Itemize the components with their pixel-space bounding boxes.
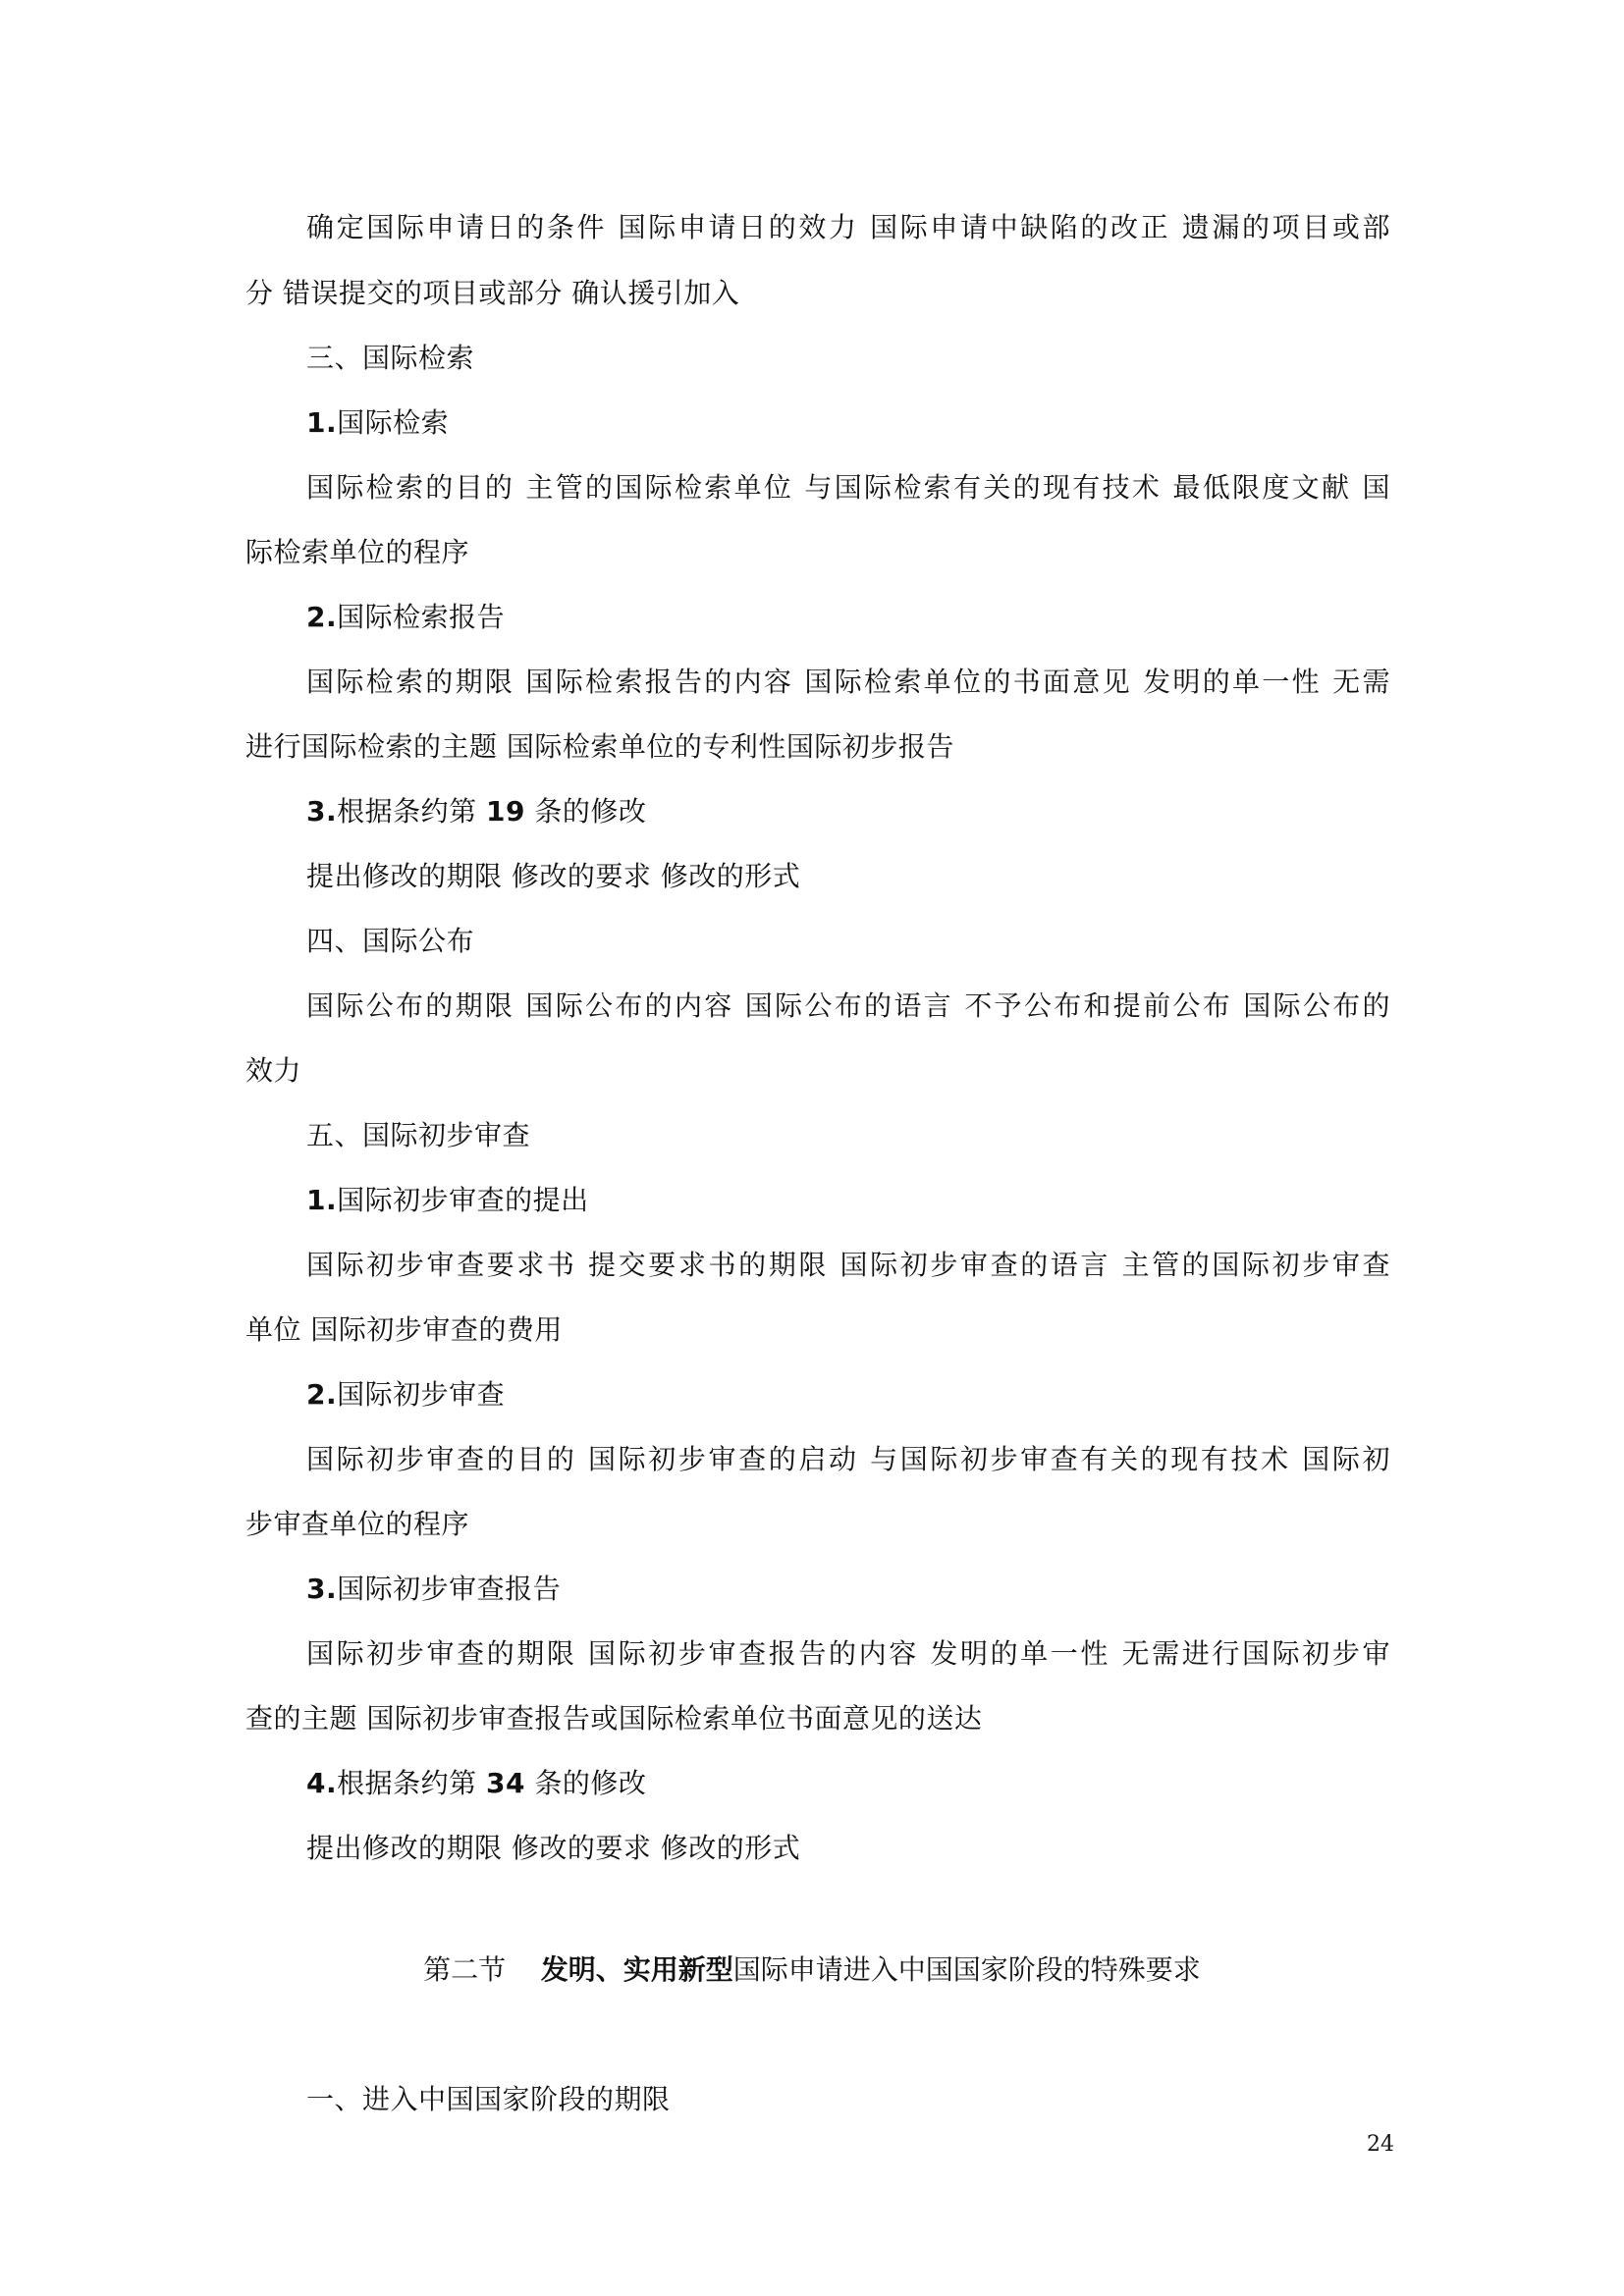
- subheading: [306, 405, 449, 441]
- body-line: 国际初步审查的目的 国际初步审查的启动 与国际初步审查有关的现有技术 国际初: [306, 1443, 1390, 1475]
- subheading-text: 条的修改: [525, 1767, 647, 1799]
- subheading-text: 国际检索报告: [337, 601, 506, 633]
- subheading-text: 国际初步审查: [337, 1378, 506, 1411]
- subheading: [306, 600, 505, 635]
- section-prefix: 第二节: [423, 1953, 541, 1986]
- subheading-text: 条的修改: [525, 795, 647, 828]
- subheading-number: 2.: [306, 601, 338, 633]
- body-line: 分 错误提交的项目或部分 确认援引加入: [245, 277, 740, 309]
- subheading-number: 1.: [306, 1184, 338, 1216]
- subheading-text: 根据条约第: [337, 795, 487, 828]
- chapter-heading: 三、国际检索: [306, 342, 475, 374]
- article-number: 34: [486, 1767, 525, 1799]
- body-line: 国际检索的目的 主管的国际检索单位 与国际检索有关的现有技术 最低限度文献 国: [306, 471, 1390, 504]
- body-line: 步审查单位的程序: [245, 1508, 470, 1540]
- body-line: 国际检索的期限 国际检索报告的内容 国际检索单位的书面意见 发明的单一性 无需: [306, 666, 1390, 698]
- body-line: 确定国际申请日的条件 国际申请日的效力 国际申请中缺陷的改正 遗漏的项目或部: [306, 211, 1390, 243]
- chapter-heading: 五、国际初步审查: [306, 1119, 531, 1151]
- body-line: 国际公布的期限 国际公布的内容 国际公布的语言 不予公布和提前公布 国际公布的: [306, 989, 1390, 1022]
- subheading: [306, 1377, 505, 1413]
- section-bold: 发明、实用新型: [540, 1953, 733, 1986]
- body-line: 国际初步审查要求书 提交要求书的期限 国际初步审查的语言 主管的国际初步审查: [306, 1249, 1390, 1281]
- chapter-heading: 一、进入中国国家阶段的期限: [306, 2083, 671, 2115]
- subheading: [306, 794, 646, 829]
- section-rest: 国际申请进入中国国家阶段的特殊要求: [732, 1953, 1201, 1986]
- body-line: 单位 国际初步审查的费用: [245, 1313, 563, 1346]
- subheading-number: 1.: [306, 406, 338, 439]
- subheading-text: 国际检索: [337, 406, 450, 439]
- body-line: 查的主题 国际初步审查报告或国际检索单位书面意见的送达: [245, 1702, 983, 1735]
- body-line: 际检索单位的程序: [245, 536, 470, 568]
- subheading: [306, 1572, 561, 1607]
- chapter-heading: 四、国际公布: [306, 925, 475, 957]
- subheading-number: 4.: [306, 1767, 338, 1799]
- subheading: [306, 1183, 589, 1218]
- body-line: 国际初步审查的期限 国际初步审查报告的内容 发明的单一性 无需进行国际初步审: [306, 1637, 1390, 1670]
- subheading-number: 2.: [306, 1378, 338, 1411]
- body-line: 效力: [245, 1054, 302, 1087]
- subheading-number: 3.: [306, 795, 338, 828]
- body-line: 提出修改的期限 修改的要求 修改的形式: [306, 860, 801, 892]
- subheading: [306, 1766, 646, 1801]
- subheading-text: 国际初步审查的提出: [337, 1184, 589, 1216]
- subheading-text: 根据条约第: [337, 1767, 487, 1799]
- section-title: [0, 1952, 1624, 1988]
- article-number: 19: [486, 795, 525, 828]
- page-number: 24: [1367, 2132, 1394, 2157]
- body-line: 进行国际检索的主题 国际检索单位的专利性国际初步报告: [245, 730, 954, 763]
- body-line: 提出修改的期限 修改的要求 修改的形式: [306, 1832, 801, 1864]
- subheading-text: 国际初步审查报告: [337, 1573, 562, 1605]
- subheading-number: 3.: [306, 1573, 338, 1605]
